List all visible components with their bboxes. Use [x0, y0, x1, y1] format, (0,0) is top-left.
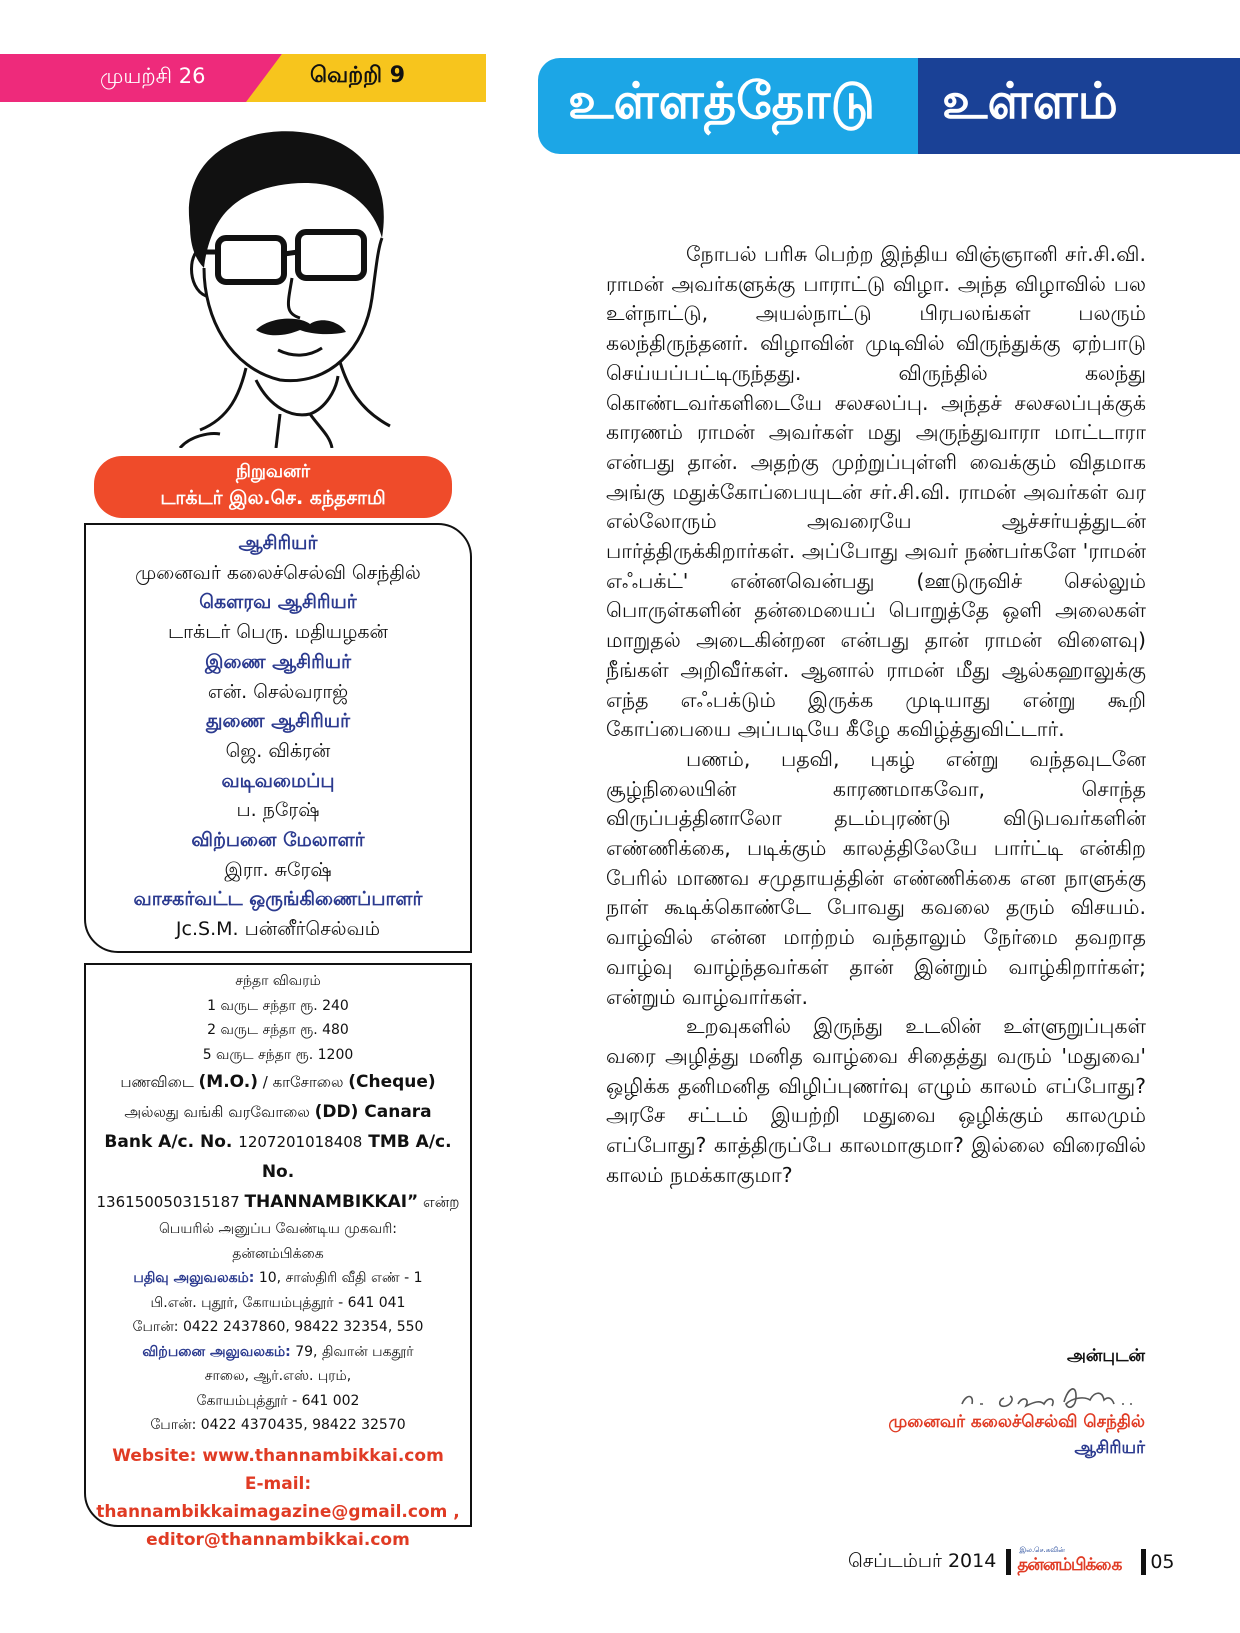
address-intro: பெயரில் அனுப்ப வேண்டிய முகவரி:	[159, 1221, 397, 1237]
page-footer	[848, 1546, 1175, 1578]
article-paragraph: உறவுகளில் இருந்து உடலின் உள்ளுறுப்புகள் வரை அழித்து மனித வாழ்வை சிதைத்து வரும் 'மதுவை' ஒழிக்க தனிமனித விழிப்புணர்வு எழும் காலம் எப்போது? அரசே சட்டம் இயற்றி மதுவை ஒழிக்கும் காலமும் எப்போது? காத்திருப்பே காலமாகுமா? இல்லை விரைவில் காலம் நமக்காகுமா?	[606, 1014, 1146, 1187]
staff-name: என். செல்வராஜ்	[207, 680, 349, 703]
staff-role: வாசகர்வட்ட ஒருங்கிணைப்பாளர்	[133, 888, 423, 911]
footer-divider	[1141, 1549, 1146, 1575]
subscription-box	[84, 963, 472, 1550]
payment-line: 136150050315187 THANNAMBIKKAI” என்ற	[96, 1192, 460, 1212]
handwritten-signature	[952, 1378, 1152, 1416]
sales-office: விற்பனை அலுவலகம்: 79, திவான் பகதூர்	[142, 1343, 414, 1360]
attempt-number: முயற்சி 26	[100, 64, 206, 88]
section-banner	[538, 58, 1240, 154]
article-paragraph: நோபல் பரிசு பெற்ற இந்திய விஞ்ஞானி சர்.சி.வி. ராமன் அவர்களுக்கு பாராட்டு விழா. அந்த விழாவில் பல உள்நாட்டு, அயல்நாட்டு பிரபலங்கள் பலரும் கலந்திருந்தனர். விழாவின் முடிவில் விருந்துக்கு ஏற்பாடு செய்யப்பட்டிருந்தது. விருந்தில் கலந்து கொண்டவர்களிடையே சலசலப்பு. அந்தச் சலசலப்புக்குக் காரணம் ராமன் அவர்கள் மது அருந்துவாரா மாட்டாரா என்பது தான். அதற்கு முற்றுப்புள்ளி வைக்கும் விதமாக அங்கு மதுக்கோப்பையுடன் சர்.சி.வி. ராமன் அவர்கள் வர எல்லோரும் அவரையே ஆச்சர்யத்துடன் பார்த்திருக்கிறார்கள். அப்போது அவர் நண்பர்களே 'ராமன் எஃபக்ட்' என்னவென்பது (ஊடுருவிச் செல்லும் பொருள்களின் தன்மையைப் பொறுத்தே ஒளி அலைகள் மாறுதல் அடைகின்றன என்பது தான் ராமன் விளைவு) நீங்கள் அறிவீர்கள். ஆனால் ராமன் மீது ஆல்கஹாலுக்கு எந்த எஃபக்டும் இருக்க முடியாது என்று கூறி கோப்பையை அப்படியே கீழே கவிழ்த்துவிட்டார்.	[606, 242, 1146, 742]
registered-office-phone: போன்: 0422 2437860, 98422 32354, 550	[132, 1319, 424, 1335]
staff-role: கௌரவ ஆசிரியர்	[199, 591, 357, 614]
article-paragraph: பணம், பதவி, புகழ் என்று வந்தவுடனே சூழ்நிலையின் காரணமாகவோ, சொந்த விருப்பத்தினாலோ தடம்புரண்டு விடுபவர்களின் எண்ணிக்கை, படிக்கும் காலத்திலேயே பார்ட்டி என்கிற பேரில் மாணவ சமுதாயத்தின் எண்ணிக்கை என நாளுக்கு நாள் கூடிக்கொண்டே போவது கவலை தரும் விசயம். வாழ்வில் என்ன மாற்றம் வந்தாலும் நேர்மை தவறாத வாழ்வு வாழ்ந்தவர்கள் தான் இன்றும் வாழ்கிறார்கள்; என்றும் வாழ்வார்கள்.	[606, 746, 1146, 1009]
subscription-rate: 2 வருட சந்தா ரூ. 480	[207, 1022, 349, 1038]
payment-line: Bank A/c. No. 1207201018408 TMB A/c. No.	[104, 1132, 452, 1182]
editorial-article	[606, 240, 1146, 1191]
founder-role: நிறுவனர்	[235, 461, 311, 482]
sales-office-address: சாலை, ஆர்.எஸ். புரம்,	[204, 1368, 352, 1384]
sales-office-phone: போன்: 0422 4370435, 98422 32570	[150, 1417, 406, 1433]
org-name: தன்னம்பிக்கை	[232, 1245, 324, 1262]
staff-name: ப. நரேஷ்	[236, 799, 320, 822]
payment-line: அல்லது வங்கி வரவோலை (DD) Canara	[124, 1102, 432, 1122]
staff-role: விற்பனை மேலாளர்	[191, 829, 365, 852]
staff-name: Jc.S.M. பன்னீர்செல்வம்	[175, 918, 381, 941]
registered-office-address: பி.என். புதூர், கோயம்புத்தூர் - 641 041	[150, 1294, 406, 1311]
staff-name: ஜெ. விக்ரன்	[225, 739, 331, 762]
subscription-heading: சந்தா விவரம்	[235, 973, 321, 989]
payment-line: பணவிடை (M.O.) / காசோலை (Cheque)	[120, 1072, 436, 1092]
issue-date: செப்டம்பர் 2014	[848, 1549, 997, 1572]
email-link[interactable]: editor@thannambikkai.com	[146, 1529, 410, 1550]
staff-role: வடிவமைப்பு	[221, 769, 335, 792]
sales-office-city: கோயம்புத்தூர் - 641 002	[196, 1392, 360, 1409]
email-link[interactable]: thannambikkaimagazine@gmail.com ,	[96, 1501, 460, 1522]
staff-name: இரா. சுரேஷ்	[224, 858, 332, 881]
staff-name: முனைவர் கலைச்செல்வி செந்தில்	[135, 561, 421, 584]
signoff-role: ஆசிரியர்	[1074, 1438, 1145, 1458]
banner-word-1: உள்ளத்தோடு	[568, 72, 875, 130]
editorial-staff-box	[84, 523, 472, 953]
issue-ribbon	[0, 54, 486, 102]
subscription-rate: 5 வருட சந்தா ரூ. 1200	[202, 1046, 354, 1063]
banner-word-2: உள்ளம்	[942, 72, 1118, 130]
founder-name: டாக்டர் இல.செ. கந்தசாமி	[160, 487, 386, 509]
founder-portrait-sketch	[160, 118, 410, 448]
signoff-greeting: அன்புடன்	[1066, 1346, 1145, 1366]
staff-name: டாக்டர் பெரு. மதியழகன்	[168, 621, 388, 644]
page-number: 05	[1150, 1551, 1175, 1573]
staff-role: இணை ஆசிரியர்	[204, 650, 352, 673]
email-label: E-mail:	[244, 1473, 312, 1494]
signoff-name: முனைவர் கலைச்செல்வி செந்தில்	[888, 1412, 1145, 1432]
logo-wordmark: தன்னம்பிக்கை	[1017, 1555, 1122, 1575]
subscription-rate: 1 வருட சந்தா ரூ. 240	[207, 997, 349, 1014]
staff-role: ஆசிரியர்	[238, 532, 318, 554]
logo-tagline: இல.செ.கவின்	[1019, 1546, 1065, 1554]
magazine-logo	[1017, 1547, 1137, 1577]
staff-role: துணை ஆசிரியர்	[205, 710, 351, 733]
registered-office: பதிவு அலுவலகம்: 10, சாஸ்திரி வீதி எண் - 1	[133, 1270, 423, 1286]
website-link[interactable]: Website: www.thannambikkai.com	[112, 1445, 444, 1466]
founder-label	[94, 456, 452, 518]
footer-divider	[1006, 1549, 1011, 1575]
success-number: வெற்றி 9	[310, 63, 406, 88]
